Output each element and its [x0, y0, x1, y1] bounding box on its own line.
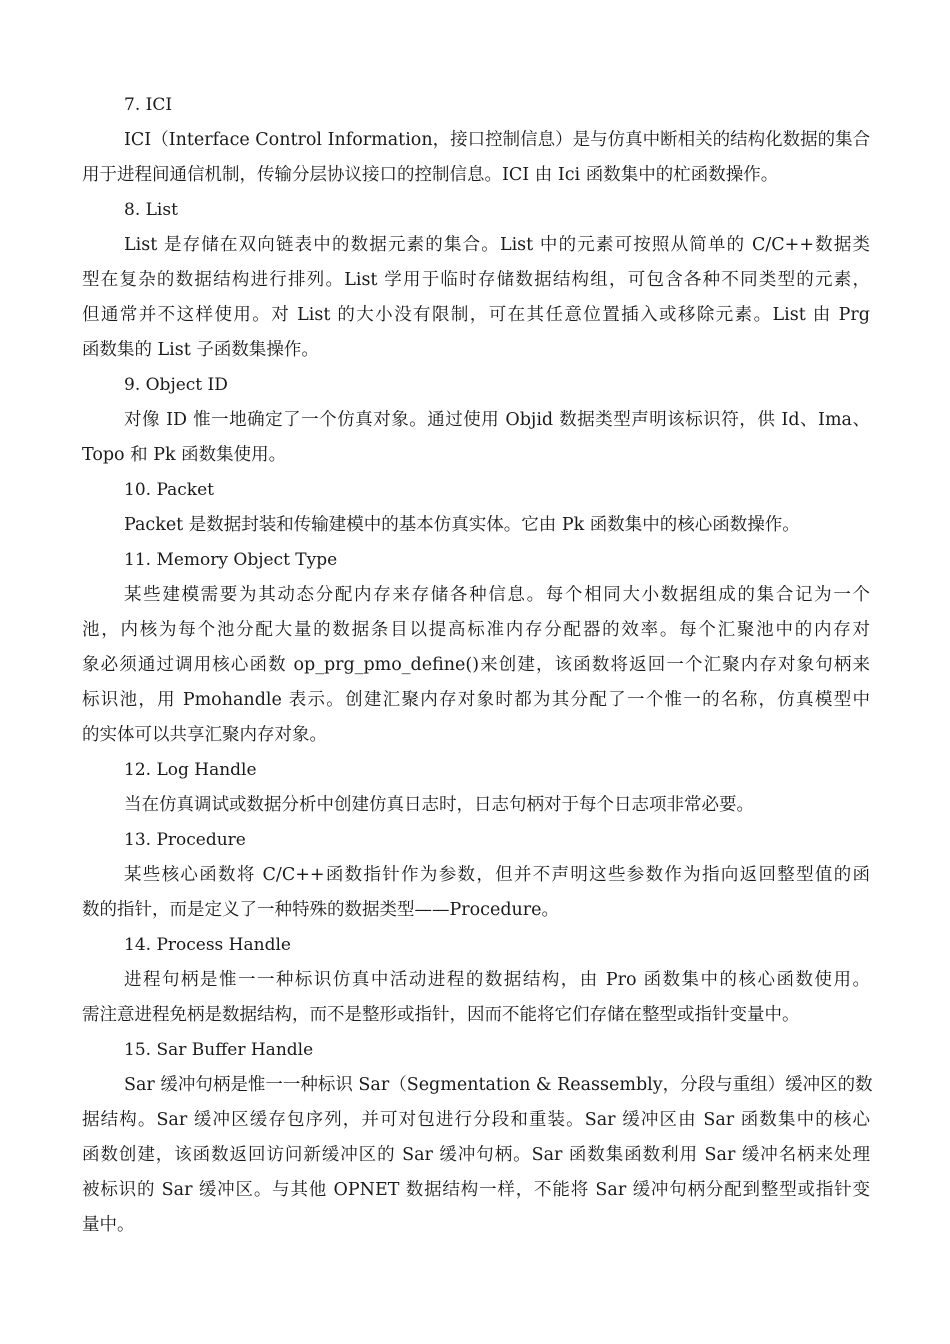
paragraph-line: 标识池，用 Pmohandle 表示。创建汇聚内存对象时都为其分配了一个惟一的名称，仿真模型中: [82, 690, 870, 710]
section-memory-object-type: [82, 543, 870, 753]
paragraph-line: 的实体可以共享汇聚内存对象。: [82, 725, 327, 745]
paragraph-line: Packet 是数据封装和传输建模中的基本仿真实体。它由 Pk 函数集中的核心函数操作。: [124, 515, 800, 535]
section-heading: 15. Sar Buffer Handle: [124, 1040, 314, 1060]
paragraph-line: 量中。: [82, 1215, 135, 1235]
paragraph-line: 对像 ID 惟一地确定了一个仿真对象。通过使用 Objid 数据类型声明该标识符，供 Id、Ima、: [124, 410, 870, 430]
paragraph-line: 需注意进程免柄是数据结构，而不是整形或指针，因而不能将它们存储在整型或指针变量中。: [82, 1005, 800, 1025]
section-ici: [82, 88, 870, 193]
paragraph-line: 但通常并不这样使用。对 List 的大小没有限制，可在其任意位置插入或移除元素。List 由 Prg: [82, 305, 870, 325]
paragraph-line: 某些建模需要为其动态分配内存来存储各种信息。每个相同大小数据组成的集合记为一个: [124, 585, 870, 605]
section-heading: 8. List: [124, 200, 178, 220]
section-procedure: [82, 823, 870, 928]
section-object-id: [82, 368, 870, 473]
section-heading: 9. Object ID: [124, 375, 228, 395]
paragraph-line: ICI（Interface Control Information，接口控制信息）是与仿真中断相关的结构化数据的集合: [124, 130, 871, 150]
paragraph-line: 型在复杂的数据结构进行排列。List 学用于临时存储数据结构组，可包含各种不同类型的元素，: [82, 270, 870, 290]
section-log-handle: [82, 753, 870, 823]
section-heading: 12. Log Handle: [124, 760, 257, 780]
paragraph-line: 象必须通过调用核心函数 op_prg_pmo_define()来创建，该函数将返回一个汇聚内存对象句柄来: [82, 655, 870, 675]
section-list: [82, 193, 870, 368]
paragraph-line: 进程句柄是惟一一种标识仿真中活动进程的数据结构，由 Pro 函数集中的核心函数使用。: [124, 970, 870, 990]
paragraph-line: 某些核心函数将 C/C++函数指针作为参数，但并不声明这些参数作为指向返回整型值的函: [124, 865, 870, 885]
section-heading: 14. Process Handle: [124, 935, 291, 955]
section-heading: 7. ICI: [124, 95, 173, 115]
paragraph-line: 当在仿真调试或数据分析中创建仿真日志时，日志句柄对于每个日志项非常必要。: [124, 795, 754, 815]
paragraph-line: 函数创建，该函数返回访问新缓冲区的 Sar 缓冲句柄。Sar 函数集函数利用 Sar 缓冲名柄来处理: [82, 1145, 870, 1165]
section-heading: 13. Procedure: [124, 830, 246, 850]
section-heading: 10. Packet: [124, 480, 214, 500]
section-packet: [82, 473, 870, 543]
paragraph-line: 数的指针，而是定义了一种特殊的数据类型——Procedure。: [82, 900, 560, 920]
document-page: [82, 88, 873, 1243]
paragraph-line: 据结构。Sar 缓冲区缓存包序列，并可对包进行分段和重装。Sar 缓冲区由 Sar 函数集中的核心: [82, 1110, 870, 1130]
paragraph-line: 池，内核为每个池分配大量的数据条目以提高标准内存分配器的效率。每个汇聚池中的内存对: [82, 620, 870, 640]
section-process-handle: [82, 928, 870, 1033]
paragraph-line: 用于进程间通信机制，传输分层协议接口的控制信息。ICI 由 Ici 函数集中的杧函数操作。: [82, 165, 779, 185]
section-sar-buffer-handle: [82, 1033, 873, 1243]
paragraph-line: 被标识的 Sar 缓冲区。与其他 OPNET 数据结构一样，不能将 Sar 缓冲句柄分配到整型或指针变: [82, 1180, 870, 1200]
section-heading: 11. Memory Object Type: [124, 550, 338, 570]
paragraph-line: 函数集的 List 子函数集操作。: [82, 340, 319, 360]
paragraph-line: Topo 和 Pk 函数集使用。: [82, 445, 287, 465]
paragraph-line: List 是存储在双向链表中的数据元素的集合。List 中的元素可按照从简单的 C/C++数据类: [124, 235, 870, 255]
paragraph-line: Sar 缓冲句柄是惟一一种标识 Sar（Segmentation & Reassembly，分段与重组）缓冲区的数: [124, 1075, 873, 1095]
